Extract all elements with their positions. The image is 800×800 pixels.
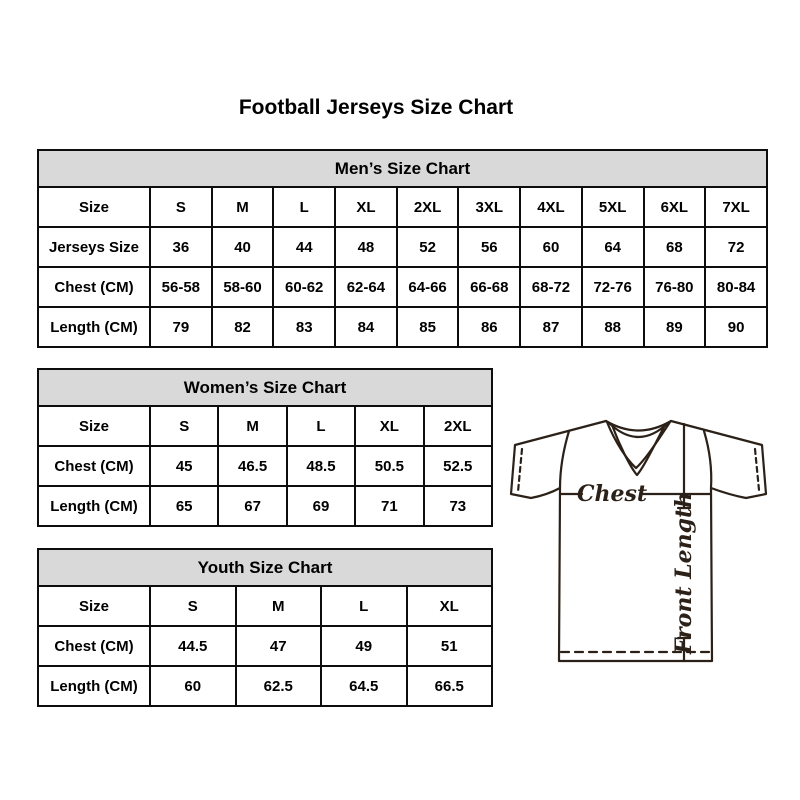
table-row <box>38 406 492 446</box>
value-cell: 51 <box>407 626 493 666</box>
value-cell: 64 <box>582 227 644 267</box>
value-cell: 4XL <box>520 187 582 227</box>
table-row <box>38 267 767 307</box>
value-cell: 84 <box>335 307 397 347</box>
youth-size-table <box>37 548 493 707</box>
value-cell: 88 <box>582 307 644 347</box>
jersey-outline <box>511 421 766 661</box>
womens-table-header: Women’s Size Chart <box>37 368 493 407</box>
value-cell: 68 <box>644 227 706 267</box>
value-cell: 50.5 <box>355 446 423 486</box>
value-cell: 82 <box>212 307 274 347</box>
value-cell: 2XL <box>397 187 459 227</box>
value-cell: 48.5 <box>287 446 355 486</box>
row-label-cell: Length (CM) <box>38 486 150 526</box>
value-cell: 69 <box>287 486 355 526</box>
value-cell: L <box>273 187 335 227</box>
value-cell: 60-62 <box>273 267 335 307</box>
row-label-cell: Size <box>38 586 150 626</box>
value-cell: M <box>236 586 322 626</box>
row-label-cell: Chest (CM) <box>38 626 150 666</box>
table-row <box>38 187 767 227</box>
value-cell: XL <box>407 586 493 626</box>
value-cell: 60 <box>520 227 582 267</box>
value-cell: M <box>212 187 274 227</box>
value-cell: 49 <box>321 626 407 666</box>
table-row <box>38 307 767 347</box>
value-cell: 66.5 <box>407 666 493 706</box>
value-cell: 3XL <box>458 187 520 227</box>
left-sleeve-seam <box>560 431 569 488</box>
jersey-measurement-diagram <box>509 416 771 668</box>
value-cell: 68-72 <box>520 267 582 307</box>
value-cell: 64.5 <box>321 666 407 706</box>
value-cell: 52.5 <box>424 446 492 486</box>
value-cell: 44 <box>273 227 335 267</box>
row-label-cell: Length (CM) <box>38 307 150 347</box>
value-cell: 58-60 <box>212 267 274 307</box>
row-label-cell: Jerseys Size <box>38 227 150 267</box>
value-cell: 72-76 <box>582 267 644 307</box>
chest-label: Chest <box>576 481 648 507</box>
youth-table-header: Youth Size Chart <box>37 548 493 587</box>
value-cell: 5XL <box>582 187 644 227</box>
value-cell: 67 <box>218 486 286 526</box>
value-cell: 52 <box>397 227 459 267</box>
value-cell: 36 <box>150 227 212 267</box>
value-cell: 6XL <box>644 187 706 227</box>
table-row <box>38 227 767 267</box>
row-label-cell: Chest (CM) <box>38 267 150 307</box>
value-cell: 46.5 <box>218 446 286 486</box>
value-cell: L <box>287 406 355 446</box>
table-row <box>38 586 492 626</box>
table-row <box>38 486 492 526</box>
value-cell: 85 <box>397 307 459 347</box>
value-cell: 56-58 <box>150 267 212 307</box>
row-label-cell: Length (CM) <box>38 666 150 706</box>
value-cell: 87 <box>520 307 582 347</box>
value-cell: 45 <box>150 446 218 486</box>
mens-table-grid <box>37 186 768 348</box>
value-cell: 56 <box>458 227 520 267</box>
value-cell: XL <box>335 187 397 227</box>
value-cell: 62.5 <box>236 666 322 706</box>
table-row <box>38 666 492 706</box>
value-cell: 79 <box>150 307 212 347</box>
left-cuff-dashed-line <box>518 449 522 492</box>
value-cell: 48 <box>335 227 397 267</box>
value-cell: 90 <box>705 307 767 347</box>
front-length-label: Front Length <box>671 491 697 655</box>
value-cell: 40 <box>212 227 274 267</box>
row-label-cell: Size <box>38 406 150 446</box>
value-cell: 62-64 <box>335 267 397 307</box>
value-cell: M <box>218 406 286 446</box>
value-cell: 73 <box>424 486 492 526</box>
value-cell: 71 <box>355 486 423 526</box>
mens-size-table <box>37 149 768 348</box>
table-row <box>38 446 492 486</box>
womens-table-grid <box>37 405 493 527</box>
value-cell: 2XL <box>424 406 492 446</box>
value-cell: 44.5 <box>150 626 236 666</box>
row-label-cell: Chest (CM) <box>38 446 150 486</box>
value-cell: 89 <box>644 307 706 347</box>
value-cell: L <box>321 586 407 626</box>
value-cell: 76-80 <box>644 267 706 307</box>
value-cell: 65 <box>150 486 218 526</box>
row-label-cell: Size <box>38 187 150 227</box>
value-cell: S <box>150 586 236 626</box>
youth-table-grid <box>37 585 493 707</box>
mens-table-header: Men’s Size Chart <box>37 149 768 188</box>
value-cell: 80-84 <box>705 267 767 307</box>
value-cell: 7XL <box>705 187 767 227</box>
value-cell: S <box>150 187 212 227</box>
value-cell: 66-68 <box>458 267 520 307</box>
value-cell: 83 <box>273 307 335 347</box>
value-cell: 47 <box>236 626 322 666</box>
value-cell: 60 <box>150 666 236 706</box>
value-cell: XL <box>355 406 423 446</box>
value-cell: 86 <box>458 307 520 347</box>
right-cuff-dashed-line <box>755 449 759 490</box>
value-cell: 72 <box>705 227 767 267</box>
value-cell: S <box>150 406 218 446</box>
table-row <box>38 626 492 666</box>
womens-size-table <box>37 368 493 527</box>
value-cell: 64-66 <box>397 267 459 307</box>
page-title: Football Jerseys Size Chart <box>238 96 514 119</box>
right-sleeve-seam <box>704 431 711 488</box>
